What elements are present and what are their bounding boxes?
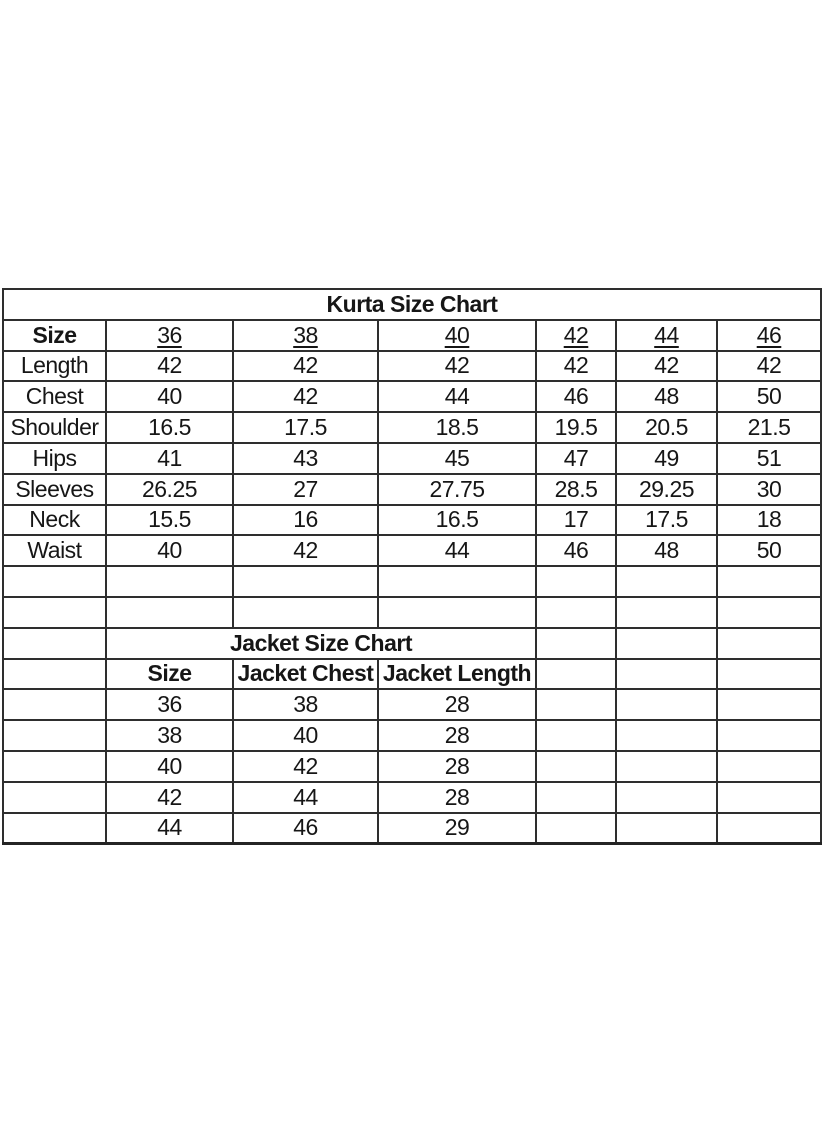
jacket-cell: 38 <box>106 720 233 751</box>
kurta-cell: 42 <box>536 351 616 382</box>
kurta-cell: 15.5 <box>106 505 233 536</box>
empty-cell <box>3 782 106 813</box>
jacket-cell: 42 <box>233 751 378 782</box>
jacket-chart-title: Jacket Size Chart <box>106 628 536 659</box>
jacket-cell: 28 <box>378 689 536 720</box>
empty-cell <box>616 751 717 782</box>
kurta-row-hips <box>3 443 821 474</box>
empty-cell <box>717 751 821 782</box>
kurta-header-row <box>3 320 821 351</box>
empty-cell <box>536 659 616 690</box>
empty-cell <box>3 628 106 659</box>
kurta-cell: 26.25 <box>106 474 233 505</box>
kurta-row-shoulder <box>3 412 821 443</box>
kurta-cell: 40 <box>106 381 233 412</box>
kurta-cell: 18.5 <box>378 412 536 443</box>
kurta-cell: 16.5 <box>106 412 233 443</box>
kurta-cell: 42 <box>233 351 378 382</box>
kurta-row-label: Waist <box>3 535 106 566</box>
kurta-size-column-42: 42 <box>536 320 616 351</box>
empty-cell <box>536 566 616 597</box>
empty-cell <box>616 813 717 844</box>
empty-cell <box>233 566 378 597</box>
empty-cell <box>3 659 106 690</box>
kurta-cell: 50 <box>717 381 821 412</box>
jacket-row <box>3 751 821 782</box>
kurta-cell: 16.5 <box>378 505 536 536</box>
jacket-title-row <box>3 628 821 659</box>
jacket-header-row <box>3 659 821 690</box>
empty-cell <box>616 566 717 597</box>
kurta-cell: 16 <box>233 505 378 536</box>
kurta-cell: 18 <box>717 505 821 536</box>
kurta-cell: 20.5 <box>616 412 717 443</box>
kurta-size-column-44: 44 <box>616 320 717 351</box>
jacket-cell: 36 <box>106 689 233 720</box>
empty-cell <box>717 813 821 844</box>
empty-cell <box>536 689 616 720</box>
empty-cell <box>717 628 821 659</box>
kurta-size-column-36: 36 <box>106 320 233 351</box>
empty-cell <box>106 597 233 628</box>
kurta-cell: 45 <box>378 443 536 474</box>
kurta-cell: 42 <box>616 351 717 382</box>
kurta-cell: 21.5 <box>717 412 821 443</box>
kurta-cell: 40 <box>106 535 233 566</box>
kurta-row-waist <box>3 535 821 566</box>
empty-cell <box>536 628 616 659</box>
kurta-cell: 48 <box>616 381 717 412</box>
empty-cell <box>3 813 106 844</box>
jacket-header-size: Size <box>106 659 233 690</box>
kurta-cell: 47 <box>536 443 616 474</box>
jacket-cell: 44 <box>233 782 378 813</box>
empty-cell <box>616 597 717 628</box>
empty-cell <box>536 813 616 844</box>
kurta-cell: 27.75 <box>378 474 536 505</box>
empty-cell <box>3 720 106 751</box>
kurta-row-label: Chest <box>3 381 106 412</box>
jacket-row <box>3 813 821 844</box>
kurta-row-label: Hips <box>3 443 106 474</box>
kurta-cell: 43 <box>233 443 378 474</box>
empty-cell <box>717 782 821 813</box>
kurta-cell: 44 <box>378 535 536 566</box>
kurta-row-chest <box>3 381 821 412</box>
kurta-cell: 29.25 <box>616 474 717 505</box>
empty-cell <box>378 566 536 597</box>
kurta-cell: 42 <box>717 351 821 382</box>
jacket-row <box>3 689 821 720</box>
kurta-cell: 27 <box>233 474 378 505</box>
empty-cell <box>717 659 821 690</box>
jacket-row <box>3 782 821 813</box>
empty-cell <box>3 751 106 782</box>
kurta-chart-title: Kurta Size Chart <box>3 289 821 320</box>
kurta-cell: 46 <box>536 535 616 566</box>
empty-cell <box>717 689 821 720</box>
kurta-row-label: Sleeves <box>3 474 106 505</box>
empty-row <box>3 597 821 628</box>
kurta-row-length <box>3 351 821 382</box>
kurta-cell: 50 <box>717 535 821 566</box>
jacket-cell: 28 <box>378 751 536 782</box>
jacket-cell: 46 <box>233 813 378 844</box>
kurta-size-column-38: 38 <box>233 320 378 351</box>
kurta-cell: 44 <box>378 381 536 412</box>
empty-cell <box>616 720 717 751</box>
jacket-cell: 28 <box>378 782 536 813</box>
jacket-cell: 40 <box>233 720 378 751</box>
kurta-cell: 42 <box>106 351 233 382</box>
empty-cell <box>616 782 717 813</box>
jacket-cell: 42 <box>106 782 233 813</box>
kurta-cell: 48 <box>616 535 717 566</box>
kurta-title-row <box>3 289 821 320</box>
jacket-header-chest: Jacket Chest <box>233 659 378 690</box>
size-chart-grid <box>2 288 822 845</box>
kurta-cell: 42 <box>378 351 536 382</box>
jacket-cell: 44 <box>106 813 233 844</box>
empty-cell <box>536 751 616 782</box>
empty-cell <box>717 597 821 628</box>
jacket-cell: 38 <box>233 689 378 720</box>
empty-cell <box>106 566 233 597</box>
kurta-cell: 28.5 <box>536 474 616 505</box>
kurta-cell: 17.5 <box>233 412 378 443</box>
empty-cell <box>616 628 717 659</box>
kurta-size-column-46: 46 <box>717 320 821 351</box>
kurta-row-sleeves <box>3 474 821 505</box>
empty-cell <box>536 597 616 628</box>
kurta-row-label: Neck <box>3 505 106 536</box>
empty-cell <box>717 720 821 751</box>
jacket-cell: 29 <box>378 813 536 844</box>
kurta-cell: 41 <box>106 443 233 474</box>
empty-cell <box>3 566 106 597</box>
kurta-row-label: Shoulder <box>3 412 106 443</box>
jacket-header-length: Jacket Length <box>378 659 536 690</box>
jacket-row <box>3 720 821 751</box>
kurta-cell: 17 <box>536 505 616 536</box>
empty-row <box>3 566 821 597</box>
empty-cell <box>3 597 106 628</box>
kurta-cell: 46 <box>536 381 616 412</box>
kurta-cell: 30 <box>717 474 821 505</box>
kurta-size-column-40: 40 <box>378 320 536 351</box>
empty-cell <box>717 566 821 597</box>
kurta-cell: 42 <box>233 381 378 412</box>
empty-cell <box>3 689 106 720</box>
kurta-row-label: Length <box>3 351 106 382</box>
empty-cell <box>616 659 717 690</box>
kurta-cell: 49 <box>616 443 717 474</box>
empty-cell <box>233 597 378 628</box>
kurta-row-neck <box>3 505 821 536</box>
empty-cell <box>536 782 616 813</box>
empty-cell <box>536 720 616 751</box>
kurta-size-header-label: Size <box>3 320 106 351</box>
kurta-cell: 17.5 <box>616 505 717 536</box>
jacket-cell: 28 <box>378 720 536 751</box>
empty-cell <box>378 597 536 628</box>
kurta-cell: 42 <box>233 535 378 566</box>
kurta-cell: 19.5 <box>536 412 616 443</box>
empty-cell <box>616 689 717 720</box>
kurta-cell: 51 <box>717 443 821 474</box>
size-chart-table <box>2 288 820 845</box>
jacket-cell: 40 <box>106 751 233 782</box>
